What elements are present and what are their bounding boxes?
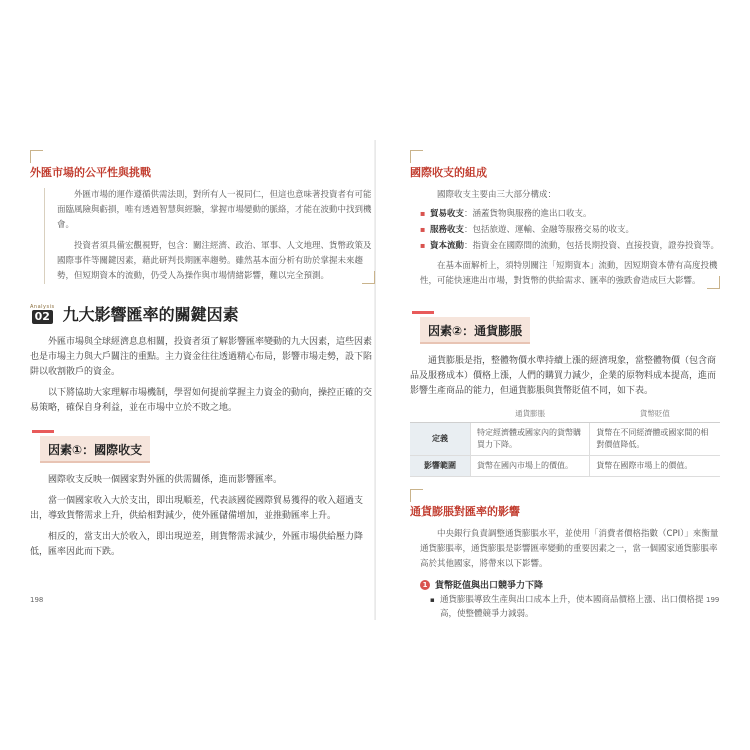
paragraph: 投資者須具備宏觀視野，包含：關注經濟、政治、軍事、人文地理、貨幣政策及國際事件等關鍵因素，藉此研判長期匯率趨勢。雖然基本面分析有助於掌握未來趨勢，但短期資本的流動，仍受人為操作與市場情緒影響，難以完全預測。 <box>57 241 372 281</box>
table-header <box>410 405 471 423</box>
table-header-row <box>410 405 720 423</box>
paragraph: 中央銀行負責調整通貨膨脹水平，並使用「消費者價格指數（CPI）」來衡量通貨膨脹率，通貨膨脹是影響匯率變動的重要因素之一，當一個國家通貨膨脹率高於其他國家，將帶來以下影響。 <box>420 529 719 569</box>
box-body <box>410 188 720 289</box>
paragraph: 外匯市場與全球經濟息息相關，投資者須了解影響匯率變動的九大因素，這些因素也是市場主力與大戶關注的重點。主力資金往往透過精心布局，影響市場走勢，設下陷阱以收割散戶的資金。 <box>30 337 373 377</box>
fairness-box <box>30 150 375 284</box>
box-body <box>44 188 375 284</box>
paragraph: 以下將協助大家理解市場機制，學習如何提前掌握主力資金的動向，操控正確的交易策略，確保自身利益，並在市場中立於不敗之地。 <box>30 388 373 413</box>
section-heading <box>30 302 375 325</box>
section-title: 九大影響匯率的關鍵因素 <box>62 305 239 324</box>
badge-caption: Analysis <box>30 303 55 310</box>
left-page <box>30 150 375 566</box>
table-cell: 特定經濟體或國家內的貨幣購買力下降。 <box>471 423 590 456</box>
factor-heading <box>420 317 530 344</box>
composition-box <box>410 150 720 289</box>
box-title: 國際收支的組成 <box>410 150 720 180</box>
paragraph: 當一個國家收入大於支出，即出現順差，代表該國從國際貿易獲得的收入超過支出，導致貨幣需求上升，供給相對減少，使外匯儲備增加，並推動匯率上升。 <box>30 496 364 521</box>
factor-title: 因素①：國際收支 <box>48 443 143 457</box>
paragraph: 在基本面解析上，須特別關注「短期資本」流動，因短期資本帶有高度投機性，可能快速進出市場，對貨幣的供給需求、匯率的強跌會造成巨大影響。 <box>420 261 718 286</box>
table-row <box>410 456 720 477</box>
table-row <box>410 423 720 456</box>
inflation-impact-box <box>410 489 720 621</box>
box-body <box>410 527 720 621</box>
page-number-left: 198 <box>30 596 44 604</box>
paragraph: 相反的，當支出大於收入，即出現逆差，則貨幣需求減少，外匯市場供給壓力降低，匯率因此而下跌。 <box>30 532 364 557</box>
sub-bullet: ▪ 通貨膨脹導致生產與出口成本上升，使本國商品價格上漲、出口價格提高，使整體競爭力減弱。 <box>430 593 720 621</box>
table-cell: 貨幣在國際市場上的價值。 <box>590 456 720 477</box>
comparison-table <box>410 405 720 477</box>
list-item: ▪ 貿易收支：涵蓋貨物與服務的進出口收支。 <box>420 207 720 221</box>
row-label: 定義 <box>410 423 471 456</box>
factor-title: 因素②：通貨膨脹 <box>428 324 523 338</box>
list-item: ▪ 資本流動：指資金在國際間的流動，包括長期投資、直接投資，證券投資等。 <box>420 239 720 253</box>
badge-number: 02 <box>32 310 53 324</box>
paragraph: 國際收支主要由三大部分構成： <box>437 190 557 200</box>
box-title: 外匯市場的公平性與挑戰 <box>30 150 375 180</box>
page-number-right: 199 <box>706 596 720 604</box>
box-title: 通貨膨脹對匯率的影響 <box>410 489 720 519</box>
paragraph: 通貨膨脹是指，整體物價水準持續上漲的經濟現象，當整體物價（包含商品及服務成本）價格上漲，人們的購買力減少，企業的原物料成本提高，進而影響生產商品的能力，但通貨膨脹與貨幣貶值不同，如下表。 <box>410 356 717 396</box>
item-title: 貨幣貶值與出口競爭力下降 <box>435 581 544 591</box>
component-list <box>420 207 720 253</box>
table-header: 通貨膨脹 <box>471 405 590 423</box>
paragraph: 國際收支反映一個國家對外匯的供需關係，進而影響匯率。 <box>48 475 283 485</box>
factor-heading <box>40 436 150 463</box>
section-number-badge <box>30 304 55 324</box>
right-page <box>410 150 720 621</box>
table-cell: 貨幣在國內市場上的價值。 <box>471 456 590 477</box>
paragraph: 外匯市場的運作遵循供需法則，對所有人一視同仁，但這也意味著投資者有可能面臨風險與虧損，唯有透過智慧與經驗，掌握市場變動的脈絡，才能在波動中找到機會。 <box>57 190 372 230</box>
list-item: ▪ 服務收支：包括旅遊、運輸、金融等服務交易的收支。 <box>420 223 720 237</box>
table-cell: 貨幣在不同經濟體或國家間的相對價值降低。 <box>590 423 720 456</box>
numbered-item <box>420 578 720 591</box>
table-header: 貨幣貶值 <box>590 405 720 423</box>
row-label: 影響範圍 <box>410 456 471 477</box>
item-number: 1 <box>420 580 430 590</box>
